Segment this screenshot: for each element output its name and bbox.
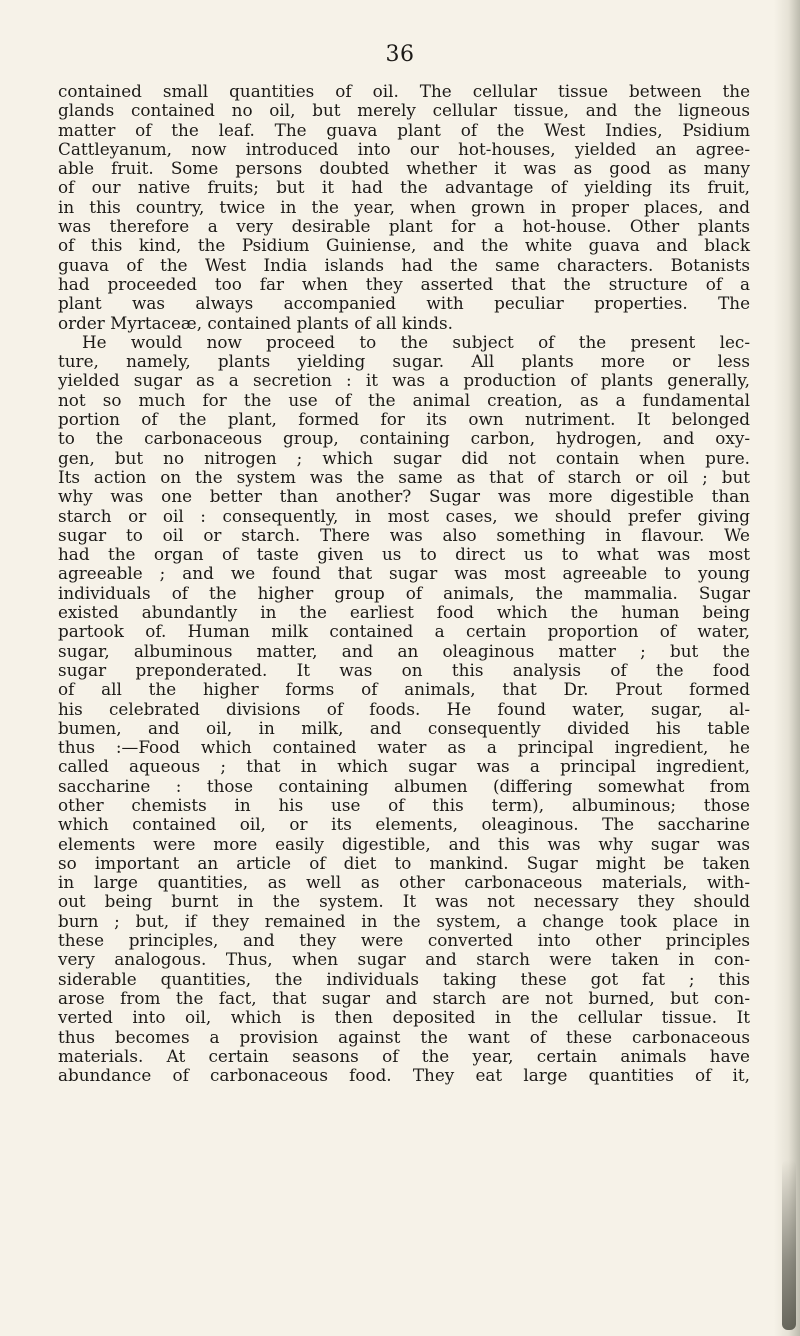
page-edge-stain (782, 1160, 796, 1330)
text-line: matter of the leaf. The guava plant of the West Indies, Psidium (58, 119, 750, 140)
text-line: saccharine : those containing albumen (differing somewhat from (58, 775, 750, 796)
text-line: his celebrated divisions of foods. He found water, sugar, al- (58, 698, 750, 719)
text-line: sugar to oil or starch. There was also something in flavour. We (58, 524, 750, 545)
text-line: in this country, twice in the year, when grown in proper places, and (58, 196, 750, 217)
text-line: arose from the fact, that sugar and starch are not burned, but con- (58, 987, 750, 1008)
text-line: abundance of carbonaceous food. They eat large quantities of it, (58, 1065, 750, 1086)
text-line: glands contained no oil, but merely cellular tissue, and the ligneous (58, 100, 750, 121)
text-line: thus becomes a provision against the want of these carbonaceous (58, 1026, 750, 1047)
text-line: materials. At certain seasons of the year, certain animals have (58, 1045, 750, 1066)
text-line: very analogous. Thus, when sugar and starch were taken in con- (58, 949, 750, 970)
text-line: which contained oil, or its elements, oleaginous. The saccharine (58, 814, 750, 835)
text-line: had the organ of taste given us to direct us to what was most (58, 544, 750, 565)
text-line: individuals of the higher group of animals, the mammalia. Sugar (58, 582, 750, 603)
text-line: why was one better than another? Sugar was more digestible than (58, 486, 750, 507)
text-line: out being burnt in the system. It was not necessary they should (58, 891, 750, 912)
body-text (58, 82, 750, 1085)
text-line: contained small quantities of oil. The cellular tissue between the (58, 81, 750, 101)
text-line: not so much for the use of the animal creation, as a fundamental (58, 389, 750, 410)
text-line: Cattleyanum, now introduced into our hot-houses, yielded an agree- (58, 138, 750, 159)
text-line: verted into oil, which is then deposited in the cellular tissue. It (58, 1007, 750, 1028)
text-line: partook of. Human milk contained a certain proportion of water, (58, 621, 750, 642)
text-line: He would now proceed to the subject of the present lec- (82, 331, 750, 352)
text-line: elements were more easily digestible, and this was why sugar was (58, 833, 750, 854)
text-line: these principles, and they were converted into other principles (58, 930, 750, 951)
text-line: to the carbonaceous group, containing carbon, hydrogen, and oxy- (58, 428, 750, 449)
text-line: had proceeded too far when they asserted that the structure of a (58, 273, 750, 294)
text-line: starch or oil : consequently, in most cases, we should prefer giving (58, 505, 750, 526)
page-edge-shadow (774, 0, 800, 1336)
text-line: Its action on the system was the same as that of starch or oil ; but (58, 466, 750, 487)
text-line: existed abundantly in the earliest food which the human being (58, 602, 750, 623)
text-line: siderable quantities, the individuals taking these got fat ; this (58, 968, 750, 989)
text-line: portion of the plant, formed for its own nutriment. It belonged (58, 409, 750, 430)
text-line: called aqueous ; that in which sugar was a principal ingredient, (58, 756, 750, 777)
text-line: agreeable ; and we found that sugar was most agreeable to young (58, 563, 750, 584)
text-line: plant was always accompanied with peculiar properties. The (58, 293, 750, 314)
text-line: in large quantities, as well as other carbonaceous materials, with- (58, 872, 750, 893)
text-line: was therefore a very desirable plant for a hot-house. Other plants (58, 216, 750, 237)
text-line: yielded sugar as a secretion : it was a production of plants generally, (58, 370, 750, 391)
text-line: of all the higher forms of animals, that Dr. Prout formed (58, 679, 750, 700)
text-line: sugar preponderated. It was on this analysis of the food (58, 659, 750, 680)
text-line: thus :—Food which contained water as a principal ingredient, he (58, 737, 750, 758)
page-number: 36 (385, 42, 415, 67)
text-line: bumen, and oil, in milk, and consequently divided his table (58, 717, 750, 738)
text-line: order Myrtaceæ, contained plants of all kinds. (58, 312, 453, 333)
text-line: so important an article of diet to mankind. Sugar might be taken (58, 852, 750, 873)
text-line: ture, namely, plants yielding sugar. All plants more or less (58, 351, 750, 372)
text-line: burn ; but, if they remained in the system, a change took place in (58, 910, 750, 931)
text-line: guava of the West India islands had the same characters. Botanists (58, 254, 750, 275)
text-line: of this kind, the Psidium Guiniense, and the white guava and black (58, 235, 750, 256)
text-line: other chemists in his use of this term), albuminous; those (58, 794, 750, 815)
text-line: sugar, albuminous matter, and an oleaginous matter ; but the (58, 640, 750, 661)
text-line: of our native fruits; but it had the advantage of yielding its fruit, (58, 177, 750, 198)
text-line: gen, but no nitrogen ; which sugar did not contain when pure. (58, 447, 750, 468)
text-line: able fruit. Some persons doubted whether it was as good as many (58, 158, 750, 179)
